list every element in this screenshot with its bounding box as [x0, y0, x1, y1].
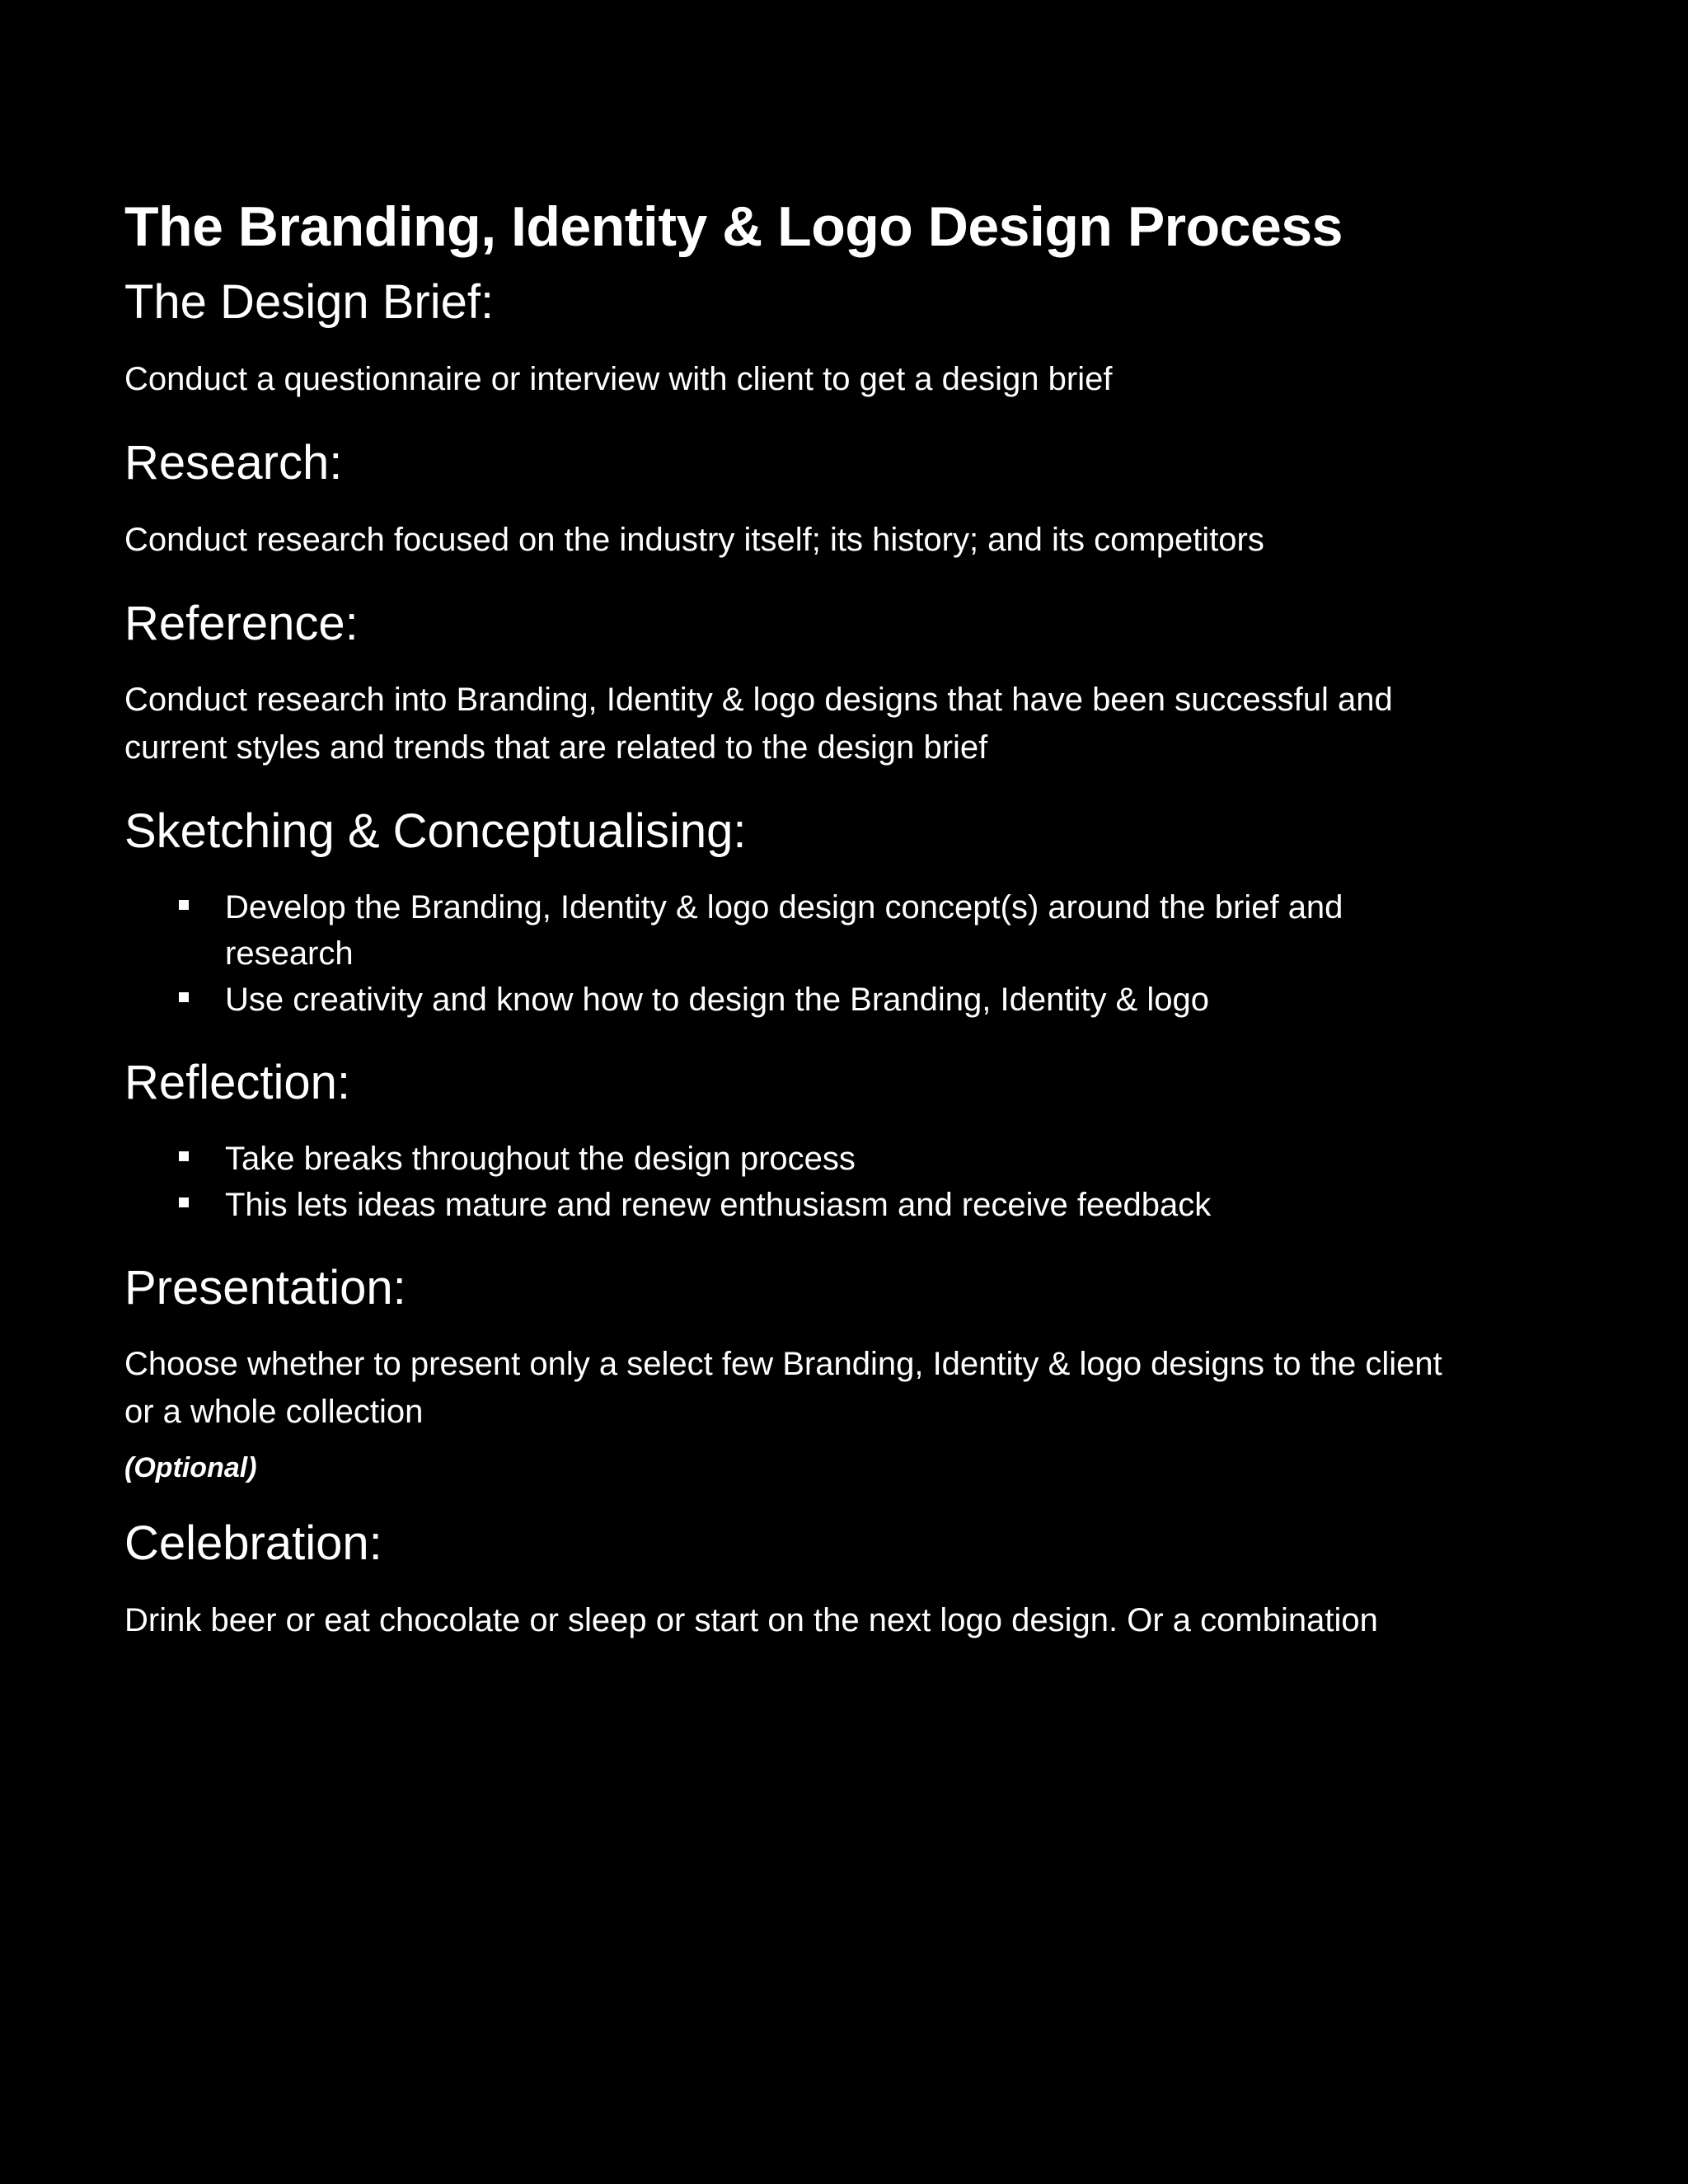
- bullet-list: [124, 1136, 1567, 1228]
- list-item: [124, 884, 1567, 977]
- section-heading: Sketching & Conceptualising:: [124, 804, 747, 859]
- section-heading: Reflection:: [124, 1055, 351, 1109]
- section-heading: Reference:: [124, 596, 359, 650]
- list-item-text: Take breaks throughout the design process: [225, 1140, 856, 1177]
- square-bullet-icon: [179, 1197, 189, 1207]
- body-line: or a whole collection: [124, 1394, 424, 1431]
- list-item: [124, 1136, 1567, 1182]
- section-design-brief: [124, 275, 1567, 403]
- square-bullet-icon: [179, 992, 189, 1002]
- list-item: [124, 977, 1567, 1023]
- body-line: Conduct a questionnaire or interview with client to get a design brief: [124, 360, 1113, 397]
- list-item-text: Develop the Branding, Identity & logo design concept(s) around the brief and: [225, 888, 1343, 926]
- page-title: The Branding, Identity & Logo Design Process: [124, 195, 1343, 258]
- section-heading: The Design Brief:: [124, 275, 495, 330]
- list-item-text: Use creativity and know how to design the Branding, Identity & logo: [225, 981, 1210, 1018]
- section-heading: Research:: [124, 435, 343, 490]
- section-research: [124, 436, 1567, 564]
- body-line: Conduct research into Branding, Identity & logo designs that have been successful and: [124, 682, 1393, 719]
- section-reflection: [124, 1056, 1567, 1228]
- section-presentation: [124, 1261, 1567, 1488]
- section-body: [124, 1596, 1567, 1644]
- body-line: Conduct research focused on the industry itself; its history; and its competitors: [124, 521, 1264, 558]
- section-heading: Presentation:: [124, 1260, 406, 1315]
- section-body: [124, 516, 1567, 564]
- section-body: [124, 355, 1567, 403]
- bullet-list: [124, 884, 1567, 1023]
- square-bullet-icon: [179, 1151, 189, 1161]
- body-line: Drink beer or eat chocolate or sleep or start on the next logo design. Or a combination: [124, 1602, 1378, 1638]
- square-bullet-icon: [179, 900, 189, 910]
- section-body: [124, 1340, 1567, 1436]
- optional-note: (Optional): [124, 1452, 257, 1484]
- section-body: [124, 676, 1567, 771]
- document-page: [124, 194, 1567, 1677]
- section-reference: [124, 597, 1567, 772]
- section-heading: Celebration:: [124, 1516, 382, 1571]
- body-line: Choose whether to present only a select few Branding, Identity & logo designs to the client: [124, 1346, 1442, 1383]
- list-item-text: This lets ideas mature and renew enthusiasm and receive feedback: [225, 1186, 1212, 1223]
- list-item-text: research: [225, 935, 354, 972]
- section-sketching: [124, 804, 1567, 1023]
- section-celebration: [124, 1516, 1567, 1644]
- body-line: current styles and trends that are related to the design brief: [124, 729, 988, 766]
- list-item: [124, 1182, 1567, 1228]
